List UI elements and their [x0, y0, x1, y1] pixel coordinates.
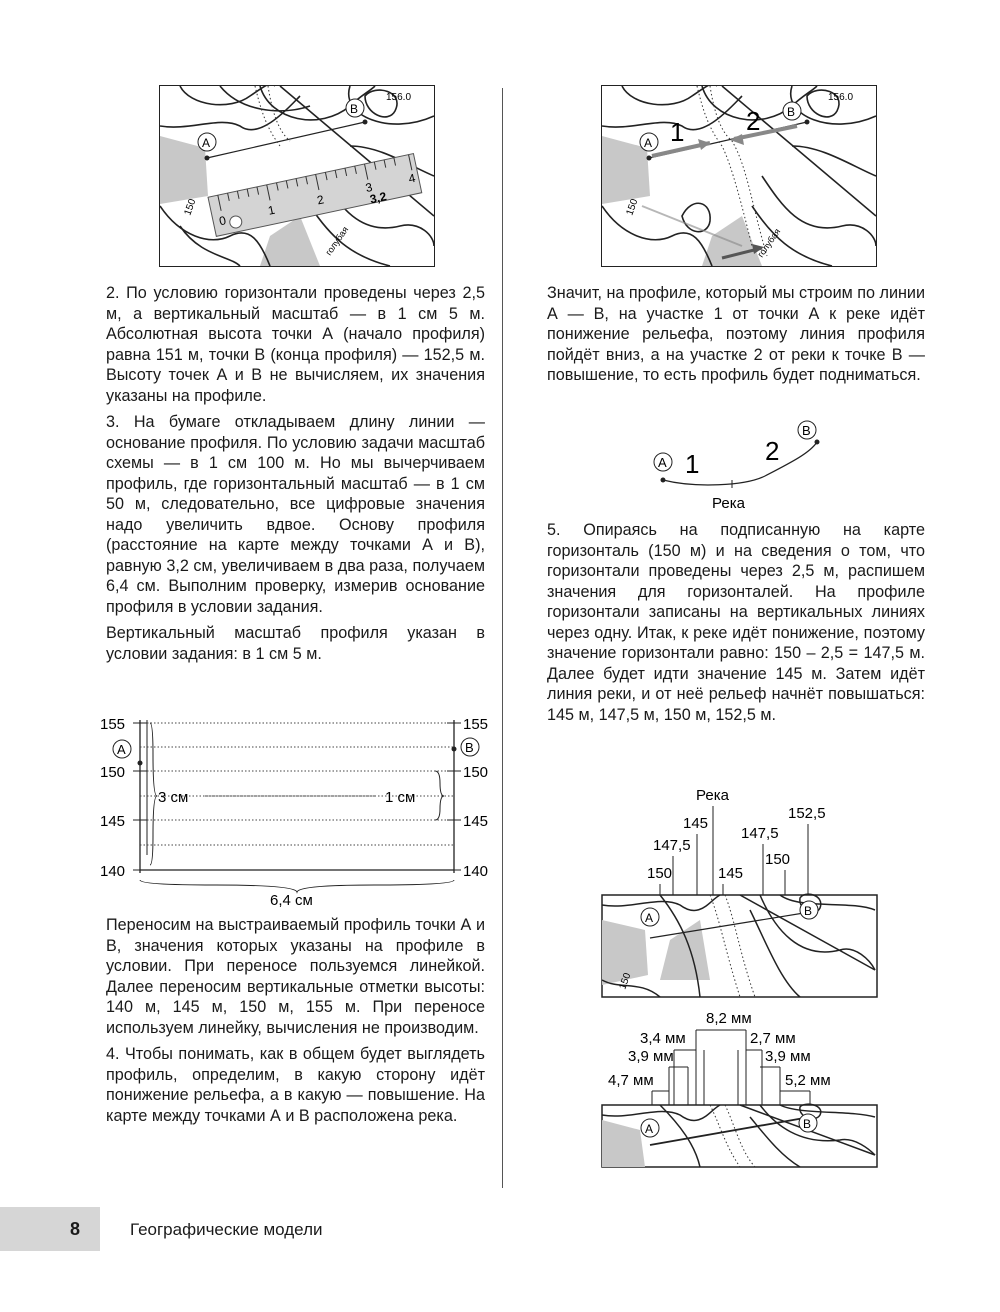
profile-right-tick-155: 155: [463, 716, 489, 733]
map3-point-a: A: [645, 911, 654, 925]
left-paragraph-transfer: Переносим на выстраиваемый профиль точки А и В, значения которых указаны на профиле в условии. При переносе пользуемся линейкой. Далее переносим вертикальные отметки высоты: 140 м, 145 м, 150 м, 155 м. При переносе используем линейку, вычисления не производим.: [106, 916, 485, 1037]
profile-grid: [95, 715, 505, 910]
profile-sketch: [645, 418, 835, 514]
column-divider: [502, 88, 503, 1188]
map-with-ruler: [159, 85, 435, 267]
left-paragraph-3: 3. На бумаге откладываем длину линии — основание профиля. По условию задачи масштаб схемы — в 1 см 100 м. Но мы вычерчиваем профиль, где горизонтальный масштаб — в 1 см 50 м, следовательно, все цифровые значения надо увеличить вдвое. Основу профиля (расстояние на карте между точками А и В), равную 3,2 см, увеличиваем в два раза, получаем 6,4 см. Выполним проверку, измерив основание профиля в условии задания.: [106, 413, 485, 616]
profile-right-tick-150: 150: [463, 764, 489, 781]
map4-label-5-2: 5,2 мм: [785, 1072, 831, 1089]
page-number-box: [0, 1207, 100, 1251]
map2-segment-2: 2: [746, 106, 761, 136]
page-number: 8: [69, 1218, 80, 1239]
map3-label-145-mid: 145: [718, 865, 744, 882]
map3-label-150-left: 150: [647, 865, 673, 882]
map4-label-3-4: 3,4 мм: [640, 1030, 686, 1047]
map3-label-152-5: 152,5: [788, 805, 826, 822]
profile-3cm-label: 3 см: [158, 789, 189, 806]
ruler-reading: 3,2: [368, 189, 388, 207]
profile-point-b: B: [465, 740, 474, 755]
profile-point-a: A: [117, 742, 126, 757]
map2-contour-label: 150: [624, 197, 641, 218]
right-paragraph-5: 5. Опираясь на подписанную на карте горизонталь (150 м) и на сведения о том, что горизонтали проведены через 2,5 м, распишем значения для горизонталей. На профиле горизонтали записаны на вертикальных линиях через одну. Итак, к реке идёт понижение, поэтому значение горизонтали равно: 150 – 2,5 = 147,5 м. Далее будет идти значение 145 м. Затем идёт линия реки, и от неё рельеф начнёт повышаться: 145 м, 147,5 м, 150 м, 152,5 м.: [547, 521, 925, 724]
map4-label-3-9-right: 3,9 мм: [765, 1048, 811, 1065]
sketch-point-a: A: [658, 455, 667, 470]
profile-1cm-label: 1 см: [385, 789, 416, 806]
map4-point-a: A: [645, 1122, 654, 1136]
ruler: [208, 154, 422, 240]
ruler-tick-2: 2: [315, 192, 326, 208]
ruler-tick-3: 3: [364, 180, 374, 196]
profile-left-tick-140: 140: [100, 863, 126, 880]
map1-elevation: 156.0: [386, 92, 412, 103]
right-text-block-2: [547, 520, 925, 731]
map2-river-label: голубая: [755, 226, 783, 260]
map3-label-150-right: 150: [765, 851, 791, 868]
map-with-arrows: [601, 85, 877, 267]
left-text-block-1: [106, 283, 485, 670]
map3-label-145-top: 145: [683, 815, 709, 832]
map2-elevation: 156.0: [828, 92, 854, 103]
sketch-segment-1: 1: [685, 449, 700, 479]
map4-label-8-2: 8,2 мм: [706, 1010, 752, 1027]
map2-segment-1: 1: [670, 117, 685, 147]
left-paragraph-2: 2. По условию горизонтали проведены через 2,5 м, а вертикальный масштаб — в 1 см 5 м. Абсолютная высота точки А (начало профиля) равна 151 м, точки В (конца профиля) — 152,5 м. Высоту точек А и В не вычисляем, их значения указаны на профиле.: [106, 284, 485, 405]
contour-values-figure: [600, 780, 880, 1000]
map3-label-147-5-left: 147,5: [653, 837, 691, 854]
section-title: Географические модели: [130, 1220, 323, 1239]
ruler-tick-4: 4: [407, 170, 417, 186]
map3-label-147-5-right: 147,5: [741, 825, 779, 842]
map2-point-a: A: [644, 136, 653, 150]
map4-label-4-7: 4,7 мм: [608, 1072, 654, 1089]
profile-base-label: 6,4 см: [270, 892, 313, 909]
measurements-figure: [600, 1005, 880, 1170]
profile-left-tick-155: 155: [100, 716, 126, 733]
map3-contour-label: 150: [617, 971, 634, 992]
map2-point-b: B: [787, 105, 796, 119]
map3-river-label: Река: [696, 787, 729, 804]
ruler-tick-0: 0: [217, 213, 228, 229]
map4-point-b: B: [803, 1117, 812, 1131]
map1-point-b: B: [350, 102, 359, 116]
map1-river-label: голубая: [323, 224, 351, 258]
left-paragraph-4: 4. Чтобы понимать, как в общем будет выглядеть профиль, определим, в какую сторону идёт понижение рельефа, а в какую — повышение. На карте между точками А и В расположена река.: [106, 1045, 485, 1125]
left-paragraph-scale: Вертикальный масштаб профиля указан в условии задания: в 1 см 5 м.: [106, 624, 485, 663]
map1-contour-label: 150: [182, 197, 199, 218]
profile-right-tick-145: 145: [463, 813, 489, 830]
map4-label-3-9-left: 3,9 мм: [628, 1048, 674, 1065]
ruler-tick-1: 1: [266, 202, 277, 218]
right-paragraph-1: Значит, на профиле, который мы строим по линии А — В, на участке 1 от точки А к реке идёт понижение рельефа, поэтому линия профиля пойдёт вниз, а на участке 2 от реки к точке В — повышение, то есть профиль будет подниматься.: [547, 284, 926, 384]
map1-point-a: A: [202, 136, 211, 150]
sketch-river-label: Река: [712, 495, 745, 512]
map4-label-2-7: 2,7 мм: [750, 1030, 796, 1047]
map3-point-b: B: [804, 904, 813, 918]
sketch-segment-2: 2: [765, 436, 780, 466]
profile-left-tick-150: 150: [100, 764, 126, 781]
sketch-point-b: B: [802, 423, 811, 438]
left-text-block-2: [106, 915, 485, 1132]
profile-right-tick-140: 140: [463, 863, 489, 880]
right-text-block-1: [547, 283, 925, 392]
profile-left-tick-145: 145: [100, 813, 126, 830]
